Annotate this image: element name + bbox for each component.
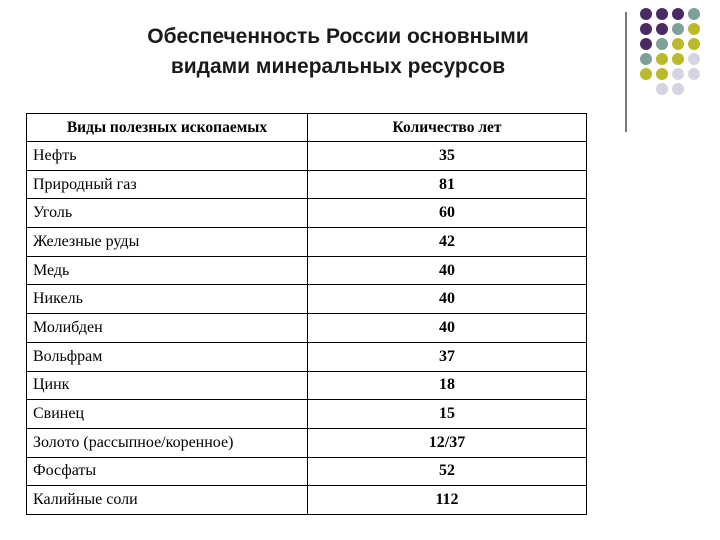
resource-name: Золото (рассыпное/коренное) bbox=[27, 428, 308, 457]
decorative-dot bbox=[656, 23, 668, 35]
table-row bbox=[27, 486, 587, 515]
decorative-dot bbox=[688, 38, 700, 50]
table-row bbox=[27, 256, 587, 285]
resource-years: 60 bbox=[308, 199, 587, 228]
decorative-dot bbox=[672, 68, 684, 80]
table-row bbox=[27, 342, 587, 371]
header-resource-type: Виды полезных ископаемых bbox=[27, 114, 308, 142]
title-line-1: Обеспеченность России основными bbox=[147, 25, 529, 48]
decorative-dot bbox=[688, 68, 700, 80]
slide-title bbox=[60, 22, 616, 82]
decorative-dot bbox=[640, 23, 652, 35]
decorative-dot bbox=[640, 53, 652, 65]
resource-name: Свинец bbox=[27, 400, 308, 429]
resource-name: Цинк bbox=[27, 371, 308, 400]
table-header-row bbox=[27, 114, 587, 142]
table-row bbox=[27, 170, 587, 199]
table-row bbox=[27, 142, 587, 171]
resource-name: Вольфрам bbox=[27, 342, 308, 371]
resource-name: Железные руды bbox=[27, 228, 308, 257]
title-line-2: видами минеральных ресурсов bbox=[170, 55, 506, 78]
resource-years: 81 bbox=[308, 170, 587, 199]
table-row bbox=[27, 400, 587, 429]
decorative-dot bbox=[656, 8, 668, 20]
decorative-dot bbox=[656, 68, 668, 80]
decorative-dot bbox=[656, 38, 668, 50]
table-row bbox=[27, 228, 587, 257]
decorative-dot bbox=[672, 8, 684, 20]
resource-years: 40 bbox=[308, 256, 587, 285]
resource-name: Уголь bbox=[27, 199, 308, 228]
resource-years: 18 bbox=[308, 371, 587, 400]
table-row bbox=[27, 371, 587, 400]
resource-name: Никель bbox=[27, 285, 308, 314]
decorative-dot bbox=[688, 8, 700, 20]
table-row bbox=[27, 199, 587, 228]
decorative-dot bbox=[656, 83, 668, 95]
resources-table bbox=[26, 113, 587, 515]
decorative-dot bbox=[688, 53, 700, 65]
resource-years: 15 bbox=[308, 400, 587, 429]
resource-years: 42 bbox=[308, 228, 587, 257]
decorative-dot bbox=[640, 38, 652, 50]
resource-years: 12/37 bbox=[308, 428, 587, 457]
decorative-dot-grid bbox=[640, 8, 700, 95]
decorative-dot bbox=[640, 8, 652, 20]
decorative-dot bbox=[672, 83, 684, 95]
decorative-divider-line bbox=[625, 12, 627, 132]
decorative-dot bbox=[672, 23, 684, 35]
decorative-dot bbox=[656, 53, 668, 65]
resource-name: Нефть bbox=[27, 142, 308, 171]
decorative-dot bbox=[688, 23, 700, 35]
resource-years: 112 bbox=[308, 486, 587, 515]
table-row bbox=[27, 428, 587, 457]
resource-years: 52 bbox=[308, 457, 587, 486]
resource-name: Калийные соли bbox=[27, 486, 308, 515]
table-body bbox=[27, 142, 587, 515]
decorative-dot bbox=[688, 83, 700, 95]
resource-name: Молибден bbox=[27, 314, 308, 343]
resource-name: Медь bbox=[27, 256, 308, 285]
decorative-dot bbox=[672, 53, 684, 65]
decorative-dot bbox=[640, 83, 652, 95]
resource-years: 40 bbox=[308, 285, 587, 314]
resource-name: Фосфаты bbox=[27, 457, 308, 486]
resource-years: 40 bbox=[308, 314, 587, 343]
table-row bbox=[27, 314, 587, 343]
resource-name: Природный газ bbox=[27, 170, 308, 199]
header-years: Количество лет bbox=[308, 114, 587, 142]
table-row bbox=[27, 285, 587, 314]
decorative-dot bbox=[672, 38, 684, 50]
resource-years: 37 bbox=[308, 342, 587, 371]
table-row bbox=[27, 457, 587, 486]
decorative-dot bbox=[640, 68, 652, 80]
resource-years: 35 bbox=[308, 142, 587, 171]
